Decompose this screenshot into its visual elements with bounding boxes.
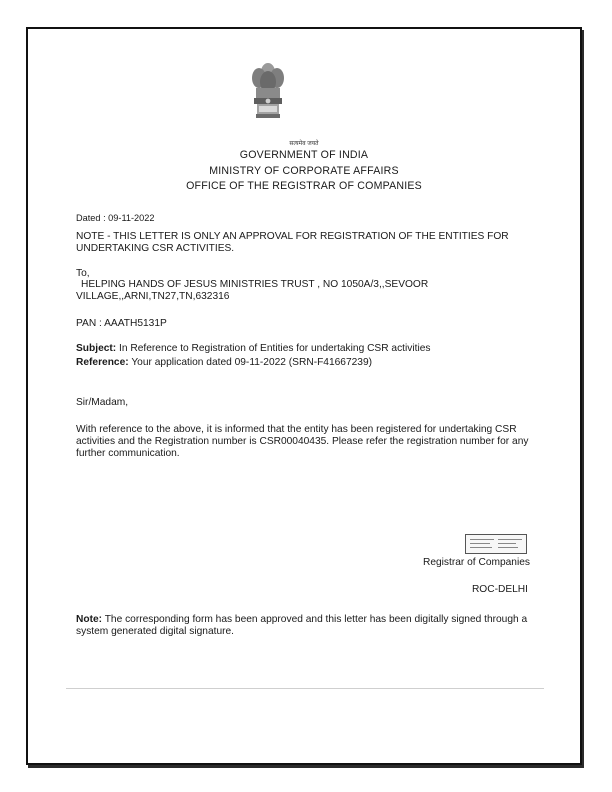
recipient-address [76, 279, 536, 303]
subject-block [76, 342, 536, 370]
subject-label: Subject: [76, 343, 117, 354]
reference-line [76, 356, 536, 370]
footer-divider [66, 688, 544, 689]
approval-note: NOTE - THIS LETTER IS ONLY AN APPROVAL FOR REGISTRATION OF THE ENTITIES FOR UNDERTAKING CSR ACTIVITIES. [76, 231, 509, 254]
letter-page [26, 27, 582, 765]
letter-header [26, 140, 582, 195]
header-government: GOVERNMENT OF INDIA [239, 149, 369, 161]
header-ministry: MINISTRY OF CORPORATE AFFAIRS [209, 164, 399, 177]
note-text: The corresponding form has been approved and this letter has been digitally signed through a system generated digital signature. [76, 614, 528, 637]
letter-date: Dated : 09-11-2022 [76, 213, 155, 223]
recipient-address-line2: VILLAGE,,ARNI,TN27,TN,632316 [76, 291, 230, 302]
subject-line [76, 342, 536, 356]
reference-text: Your application dated 09-11-2022 (SRN-F41667239) [131, 357, 373, 368]
subject-text: In Reference to Registration of Entities for undertaking CSR activities [119, 343, 431, 354]
pan-number: PAN : AAATH5131P [76, 318, 167, 329]
signatory-office: ROC-DELHI [471, 584, 528, 595]
emblem-caption: सत्यमेव जयते [289, 141, 319, 147]
header-office: OFFICE OF THE REGISTRAR OF COMPANIES [186, 180, 422, 192]
signatory-title: Registrar of Companies [422, 557, 530, 568]
recipient-label: To, [76, 268, 90, 279]
digital-signature-note [76, 614, 536, 638]
salutation: Sir/Madam, [76, 397, 129, 408]
letter-body: With reference to the above, it is informed that the entity has been registered for undertaking CSR activities and the Registration number is CSR00040435. Please refer the registration number for any further communication. [76, 424, 529, 459]
recipient-address-line1: HELPING HANDS OF JESUS MINISTRIES TRUST , NO 1050A/3,,SEVOOR [81, 279, 429, 290]
national-emblem-icon [249, 58, 287, 138]
digital-signature-stamp [465, 534, 527, 554]
note-label: Note: [76, 614, 103, 625]
reference-label: Reference: [76, 357, 129, 368]
